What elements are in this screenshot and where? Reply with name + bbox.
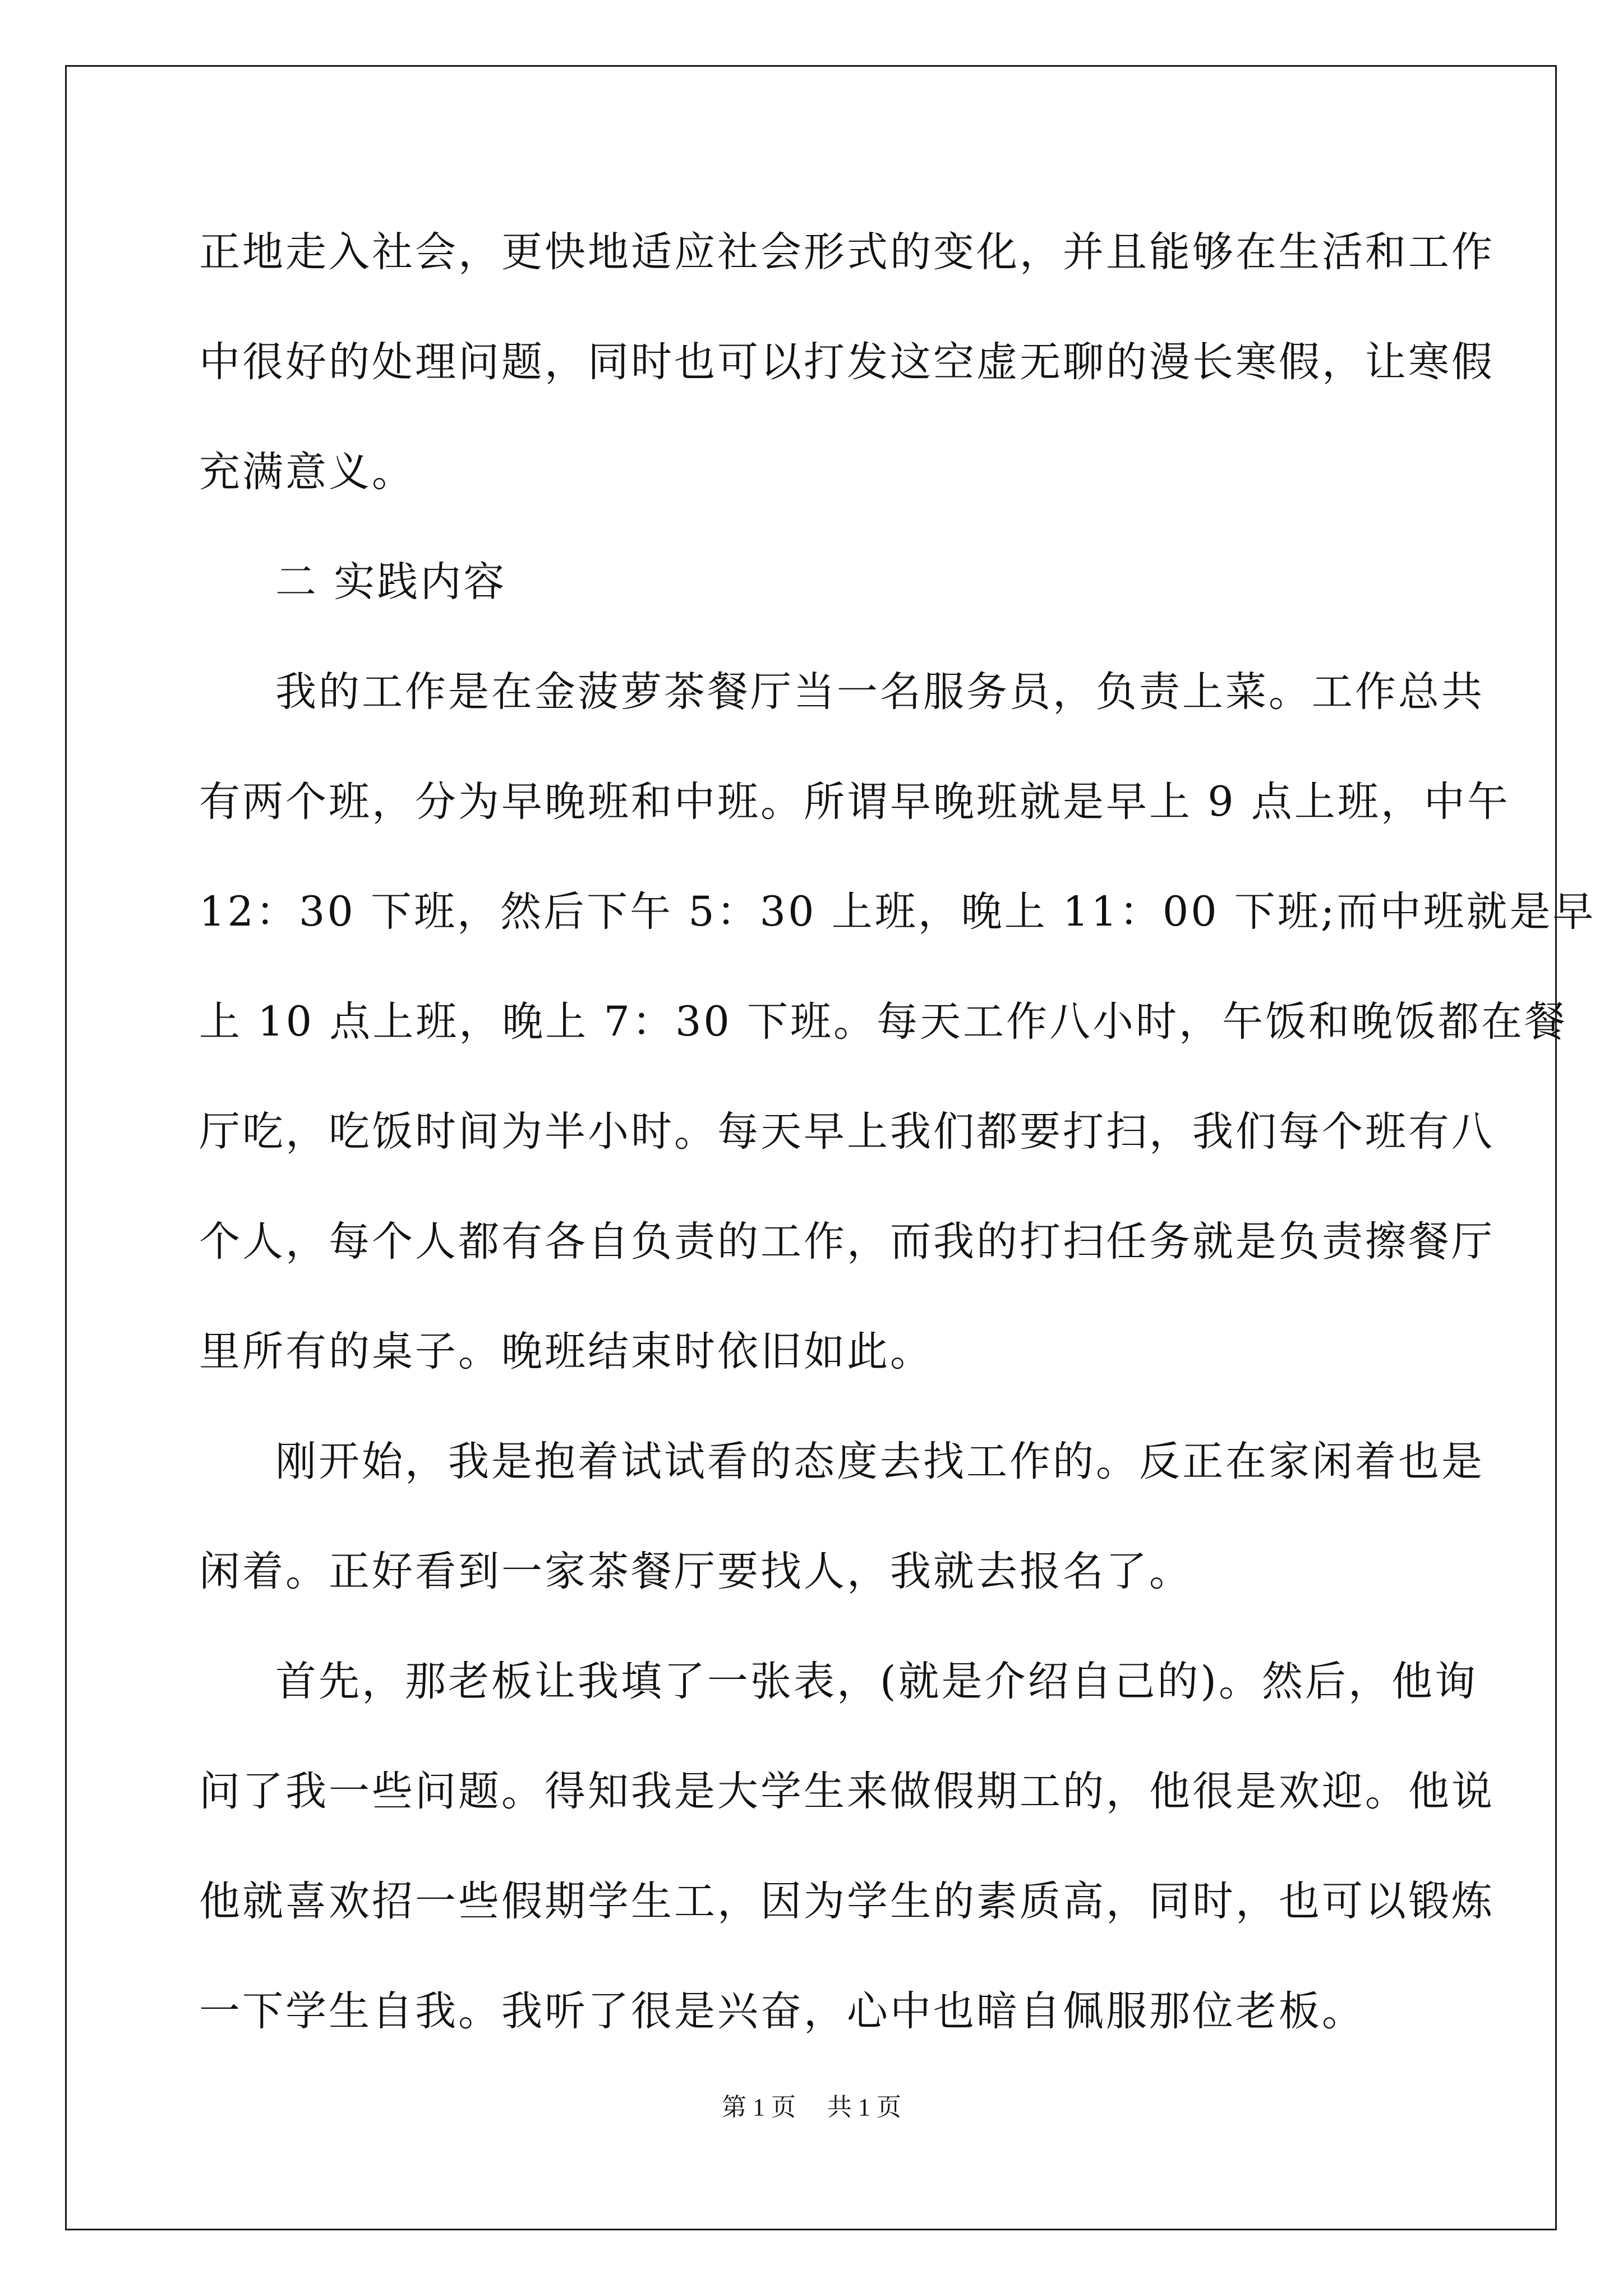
section-heading: 二 实践内容 bbox=[275, 558, 507, 606]
paragraph-first-line: 我的工作是在金菠萝茶餐厅当一名服务员，负责上菜。工作总共 bbox=[275, 668, 1484, 716]
text-line: 上 10 点上班，晚上 7：30 下班。每天工作八小时，午饭和晚饭都在餐 bbox=[199, 998, 1568, 1046]
text-line: 厅吃，吃饭时间为半小时。每天早上我们都要打扫，我们每个班有八 bbox=[199, 1108, 1495, 1156]
page-footer bbox=[0, 2087, 1623, 2123]
text-line: 一下学生自我。我听了很是兴奋，心中也暗自佩服那位老板。 bbox=[199, 1987, 1365, 2035]
text-line: 正地走入社会，更快地适应社会形式的变化，并且能够在生活和工作 bbox=[199, 228, 1495, 276]
page-number: 第 1 页 bbox=[722, 2093, 796, 2121]
text-line: 他就喜欢招一些假期学生工，因为学生的素质高，同时，也可以锻炼 bbox=[199, 1878, 1495, 1925]
text-line: 充满意义。 bbox=[199, 448, 415, 496]
text-line: 有两个班，分为早晚班和中班。所谓早晚班就是早上 9 点上班，中午 bbox=[199, 778, 1510, 826]
paragraph-first-line: 刚开始，我是抱着试试看的态度去找工作的。反正在家闲着也是 bbox=[275, 1438, 1484, 1485]
text-line: 闲着。正好看到一家茶餐厅要找人，我就去报名了。 bbox=[199, 1548, 1192, 1595]
text-line: 中很好的处理问题，同时也可以打发这空虚无聊的漫长寒假，让寒假 bbox=[199, 338, 1495, 386]
text-line: 12：30 下班，然后下午 5：30 上班，晚上 11：00 下班;而中班就是早 bbox=[199, 888, 1596, 936]
text-line: 问了我一些问题。得知我是大学生来做假期工的，他很是欢迎。他说 bbox=[199, 1768, 1495, 1815]
document-body bbox=[199, 197, 1596, 2067]
text-line: 里所有的桌子。晚班结束时依旧如此。 bbox=[199, 1328, 933, 1375]
text-line: 个人，每个人都有各自负责的工作，而我的打扫任务就是负责擦餐厅 bbox=[199, 1218, 1495, 1266]
page-total: 共 1 页 bbox=[827, 2093, 901, 2121]
paragraph-first-line: 首先，那老板让我填了一张表，(就是介绍自己的)。然后，他询 bbox=[275, 1658, 1478, 1705]
